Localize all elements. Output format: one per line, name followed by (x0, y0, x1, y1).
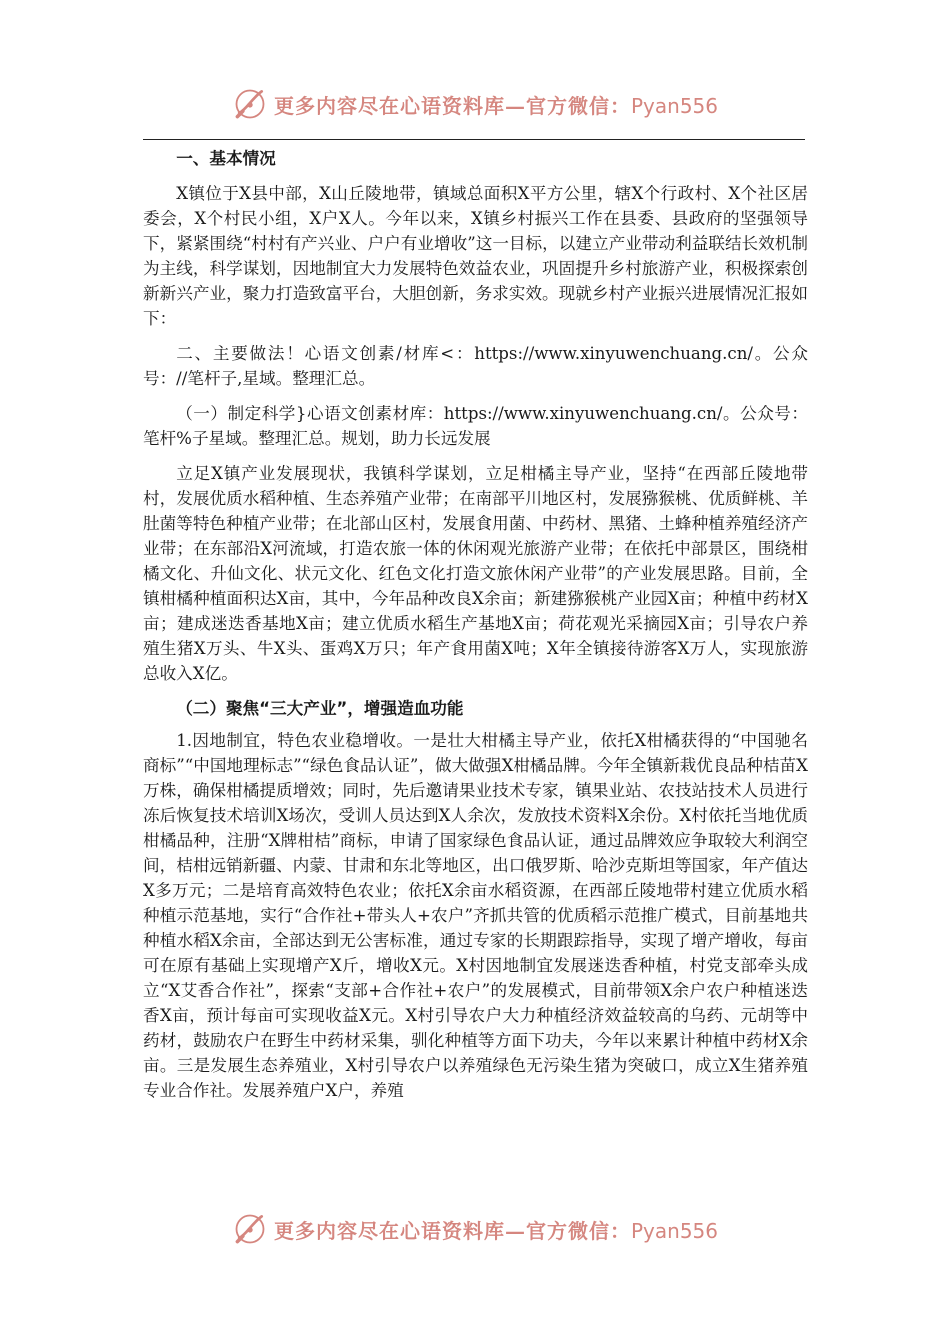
subheading-planning: （一）制定科学}心语文创素材库：https://www.xinyuwenchuang.cn/。公众号：笔杆%子星域。整理汇总。规划，助力长远发展 (143, 404, 808, 448)
brush-logo-icon (232, 1211, 268, 1247)
paragraph-overview: X镇位于X县中部，X山丘陵地带，镇域总面积X平方公里，辖X个行政村、X个社区居委会，X个村民小组，X户X人。今年以来，X镇乡村振兴工作在县委、县政府的坚强领导下，紧紧围绕“村村有产兴业、户户有业增收”这一目标，以建立产业带动利益联结长效机制为主线，科学谋划，因地制宜大力发展特色效益农业，巩固提升乡村旅游产业，积极探索创新新兴产业，聚力打造致富平台，大胆创新，务求实效。现就乡村产业振兴进展情况汇报如下： (143, 184, 808, 328)
footer-banner (0, 1207, 950, 1251)
banner-text: 更多内容尽在心语资料库—官方微信：Pyan556 (273, 93, 718, 118)
wechat-id: Pyan556 (630, 1218, 718, 1243)
header-divider (143, 139, 805, 140)
wechat-id: Pyan556 (630, 93, 718, 118)
subheading-three-industries: （二）聚焦“三大产业”，增强造血功能 (176, 699, 464, 718)
paragraph-agriculture: 1.因地制宜，特色农业稳增收。一是壮大柑橘主导产业，依托X柑橘获得的“中国驰名商标”“中国地理标志”“绿色食品认证”，做大做强X柑橘品牌。今年全镇新栽优良品种桔苗X万株，确保柑橘提质增效；同时，先后邀请果业技术专家，镇果业站、农技站技术人员进行冻后恢复技术培训X场次，受训人员达到X人余次，发放技术资料X余份。X村依托当地优质柑橘品种，注册“X牌柑桔”商标，申请了国家绿色食品认证，通过品牌效应争取较大利润空间，桔柑远销新疆、内蒙、甘肃和东北等地区，出口俄罗斯、哈沙克斯坦等国家，年产值达X多万元；二是培育高效特色农业；依托X余亩水稻资源，在西部丘陵地带村建立优质水稻种植示范基地，实行“合作社+带头人+农户”齐抓共管的优质稻示范推广模式，目前基地共种植水稻X余亩，全部达到无公害标准，通过专家的长期跟踪指导，实现了增产增收，每亩可在原有基础上实现增产X斤，增收X元。X村因地制宜发展迷迭香种植，村党支部牵头成立“X艾香合作社”，探索“支部+合作社+农户”的发展模式，目前带领X余户农户种植迷迭香X亩，预计每亩可实现收益X元。X村引导农户大力种植经济效益较高的乌药、元胡等中药材，鼓励农户在野生中药材采集，驯化种植等方面下功夫，今年以来累计种植中药材X余亩。三是发展生态养殖业，X村引导农户以养殖绿色无污染生猪为突破口，成立X生猪养殖专业合作社。发展养殖户X户，养殖 (143, 731, 808, 1100)
section-heading-basic-situation: 一、基本情况 (176, 149, 276, 168)
banner-text: 更多内容尽在心语资料库—官方微信：Pyan556 (273, 1218, 718, 1243)
paragraph-planning: 立足X镇产业发展现状，我镇科学谋划，立足柑橘主导产业，坚持“在西部丘陵地带村，发展优质水稻种植、生态养殖产业带；在南部平川地区村，发展猕猴桃、优质鲜桃、羊肚菌等特色种植产业带；在北部山区村，发展食用菌、中药材、黑猪、土蜂种植养殖经济产业带；在东部沿X河流域，打造农旅一体的休闲观光旅游产业带；在依托中部景区，围绕柑橘文化、升仙文化、状元文化、红色文化打造文旅休闲产业带”的产业发展思路。目前，全镇柑橘种植面积达X亩，其中，今年品种改良X余亩；新建猕猴桃产业园X亩；种植中药材X亩；建成迷迭香基地X亩；建立优质水稻生产基地X亩；荷花观光采摘园X亩；引导农户养殖生猪X万头、牛X头、蛋鸡X万只；年产食用菌X吨；X年全镇接待游客X万人，实现旅游总收入X亿。 (143, 464, 808, 683)
document-body (143, 146, 808, 1103)
header-banner (0, 82, 950, 126)
brush-logo-icon (232, 86, 268, 122)
section-heading-main-practices: 二、主要做法！心语文创素/材库<：https://www.xinyuwenchuang.cn/。公众号：//笔杆子,星域。整理汇总。 (143, 344, 808, 388)
